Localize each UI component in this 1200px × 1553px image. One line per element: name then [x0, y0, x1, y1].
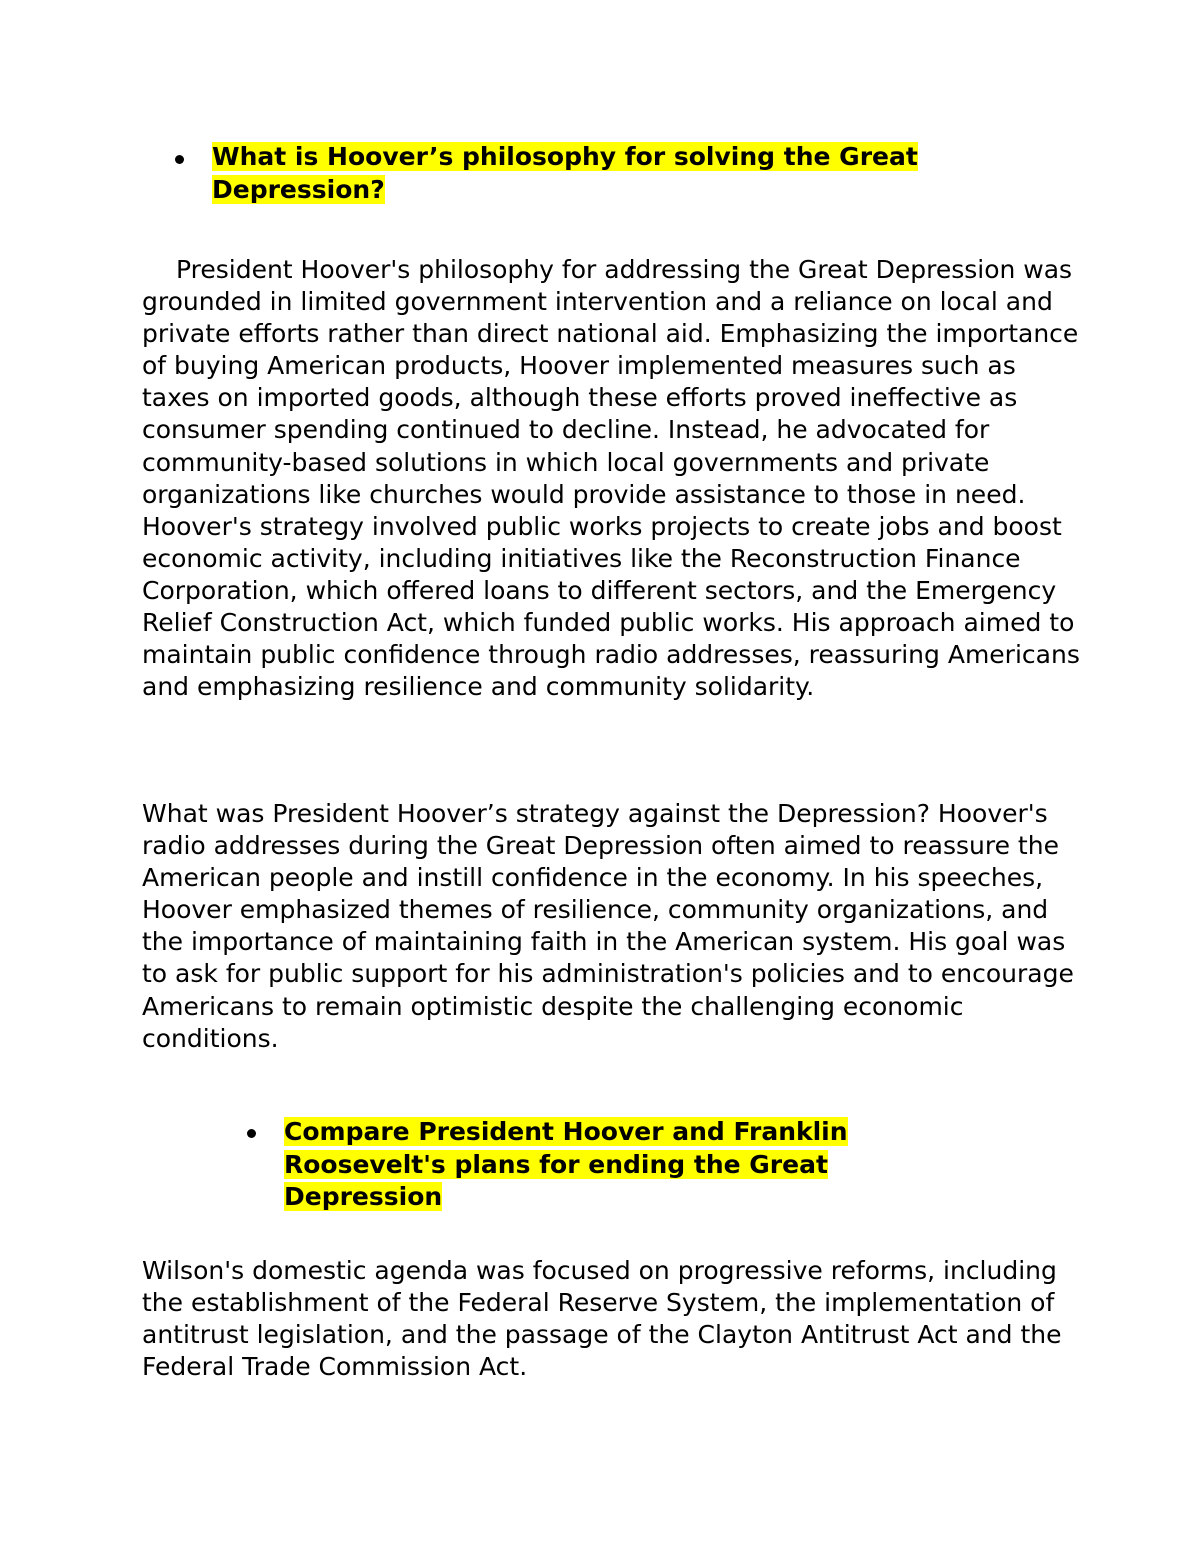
paragraph-wilson-agenda [142, 1255, 1082, 1383]
heading-compare-plans-text: Compare President Hoover and Franklin Roosevelt's plans for ending the Great Depression [284, 1117, 848, 1211]
bullet-dot-icon [247, 1129, 256, 1138]
paragraph-wilson-agenda-text: Wilson's domestic agenda was focused on progressive reforms, including the establishment of the Federal Reserve System, the implementation of antitrust legislation, and the passage of the Clayton Antitrust Act and the Federal Trade Commission Act. [142, 1256, 1062, 1382]
paragraph-hoover-strategy [142, 798, 1082, 1055]
heading-hoover-philosophy-text: What is Hoover’s philosophy for solving the Great Depression? [212, 142, 918, 204]
paragraph-hoover-philosophy [142, 254, 1082, 703]
paragraph-hoover-strategy-text: What was President Hoover’s strategy against the Depression? Hoover's radio addresses during the Great Depression often aimed to reassure the American people and instill confidence in the economy. In his speeches, Hoover emphasized themes of resilience, community organizations, and the importance of maintaining faith in the American system. His goal was to ask for public support for his administration's policies and to encourage Americans to remain optimistic despite the challenging economic conditions. [142, 799, 1074, 1053]
heading-hoover-philosophy [212, 141, 1012, 206]
heading-compare-plans [284, 1116, 924, 1214]
bullet-dot-icon [175, 155, 184, 164]
paragraph-hoover-philosophy-text: President Hoover's philosophy for addressing the Great Depression was grounded in limited government intervention and a reliance on local and private efforts rather than direct national aid. Emphasizing the importance of buying American products, Hoover implemented measures such as taxes on imported goods, although these efforts proved ineffective as consumer spending continued to decline. Instead, he advocated for community-based solutions in which local governments and private organizations like churches would provide assistance to those in need. Hoover's strategy involved public works projects to create jobs and boost economic activity, including initiatives like the Reconstruction Finance Corporation, which offered loans to different sectors, and the Emergency Relief Construction Act, which funded public works. His approach aimed to maintain public confidence through radio addresses, reassuring Americans and emphasizing resilience and community solidarity. [142, 255, 1080, 702]
